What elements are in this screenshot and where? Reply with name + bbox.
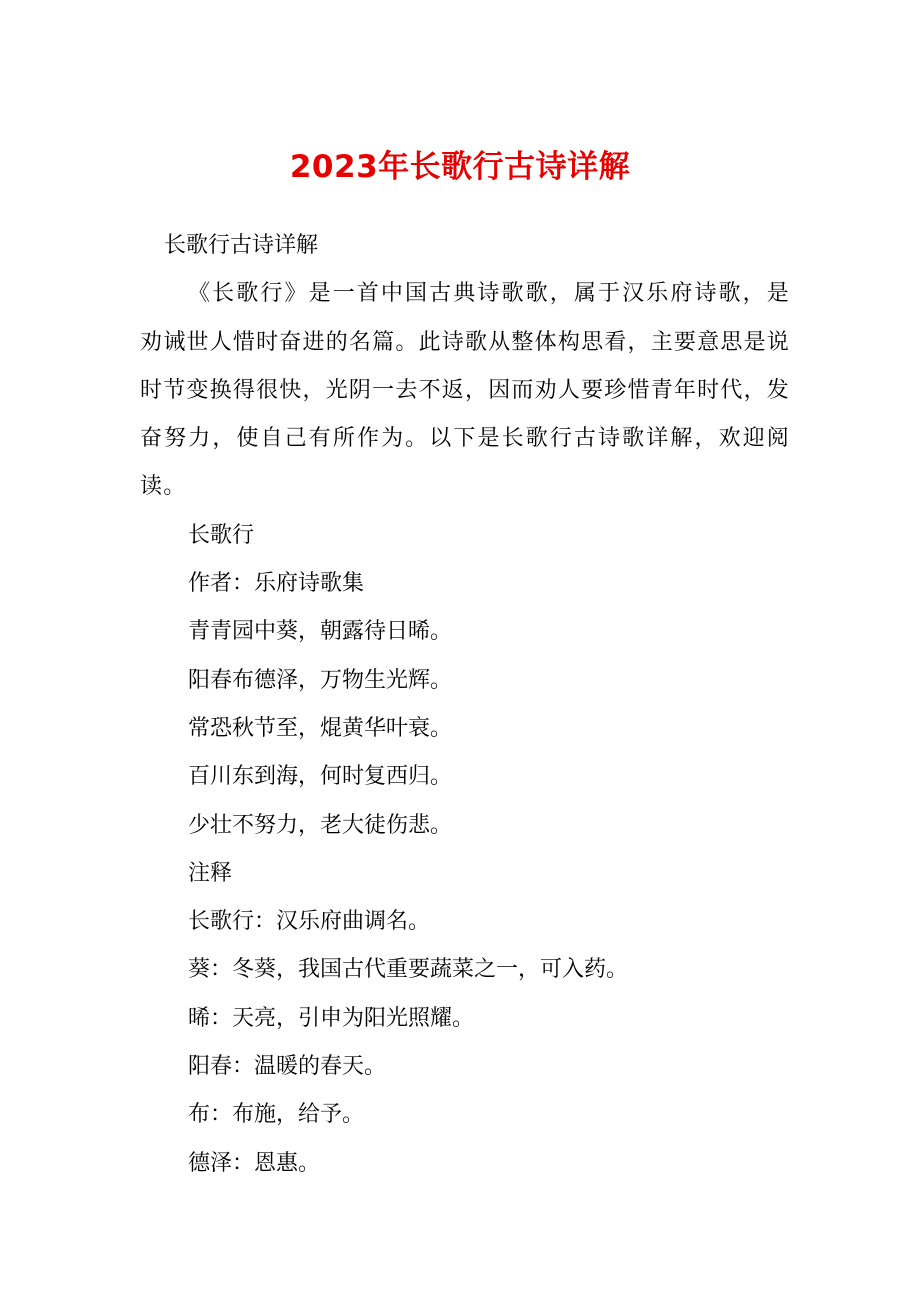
document-title: 2023年长歌行古诗详解 xyxy=(289,149,631,185)
poem-line: 少壮不努力，老大徒伤悲。 xyxy=(188,812,453,838)
author-line: 作者：乐府诗歌集 xyxy=(188,571,365,597)
poem-line: 百川东到海，何时复西归。 xyxy=(188,764,453,790)
note-item: 德泽：恩惠。 xyxy=(188,1150,321,1176)
intro-paragraph: 《长歌行》是一首中国古典诗歌歌，属于汉乐府诗歌，是劝诫世人惜时奋进的名篇。此诗歌从整体构思看，主要意思是说时节变换得很快，光阴一去不返，因而劝人要珍惜青年时代，发奋努力，使自己有所作为。以下是长歌行古诗歌详解，欢迎阅读。 xyxy=(140,281,790,500)
note-item: 长歌行：汉乐府曲调名。 xyxy=(188,909,431,935)
poem-line: 阳春布德泽，万物生光辉。 xyxy=(188,667,453,693)
note-item: 葵：冬葵，我国古代重要蔬菜之一，可入药。 xyxy=(188,957,629,983)
notes-heading: 注释 xyxy=(188,860,233,886)
poem-line: 常恐秋节至，焜黄华叶衰。 xyxy=(188,715,453,741)
note-item: 布：布施，给予。 xyxy=(188,1102,365,1128)
note-item: 晞：天亮，引申为阳光照耀。 xyxy=(188,1005,475,1031)
poem-title: 长歌行 xyxy=(188,522,255,548)
subtitle: 长歌行古诗详解 xyxy=(164,233,319,258)
poem-line: 青青园中葵，朝露待日晞。 xyxy=(188,619,453,645)
document-body xyxy=(140,222,790,1188)
note-item: 阳春：温暖的春天。 xyxy=(188,1054,387,1080)
